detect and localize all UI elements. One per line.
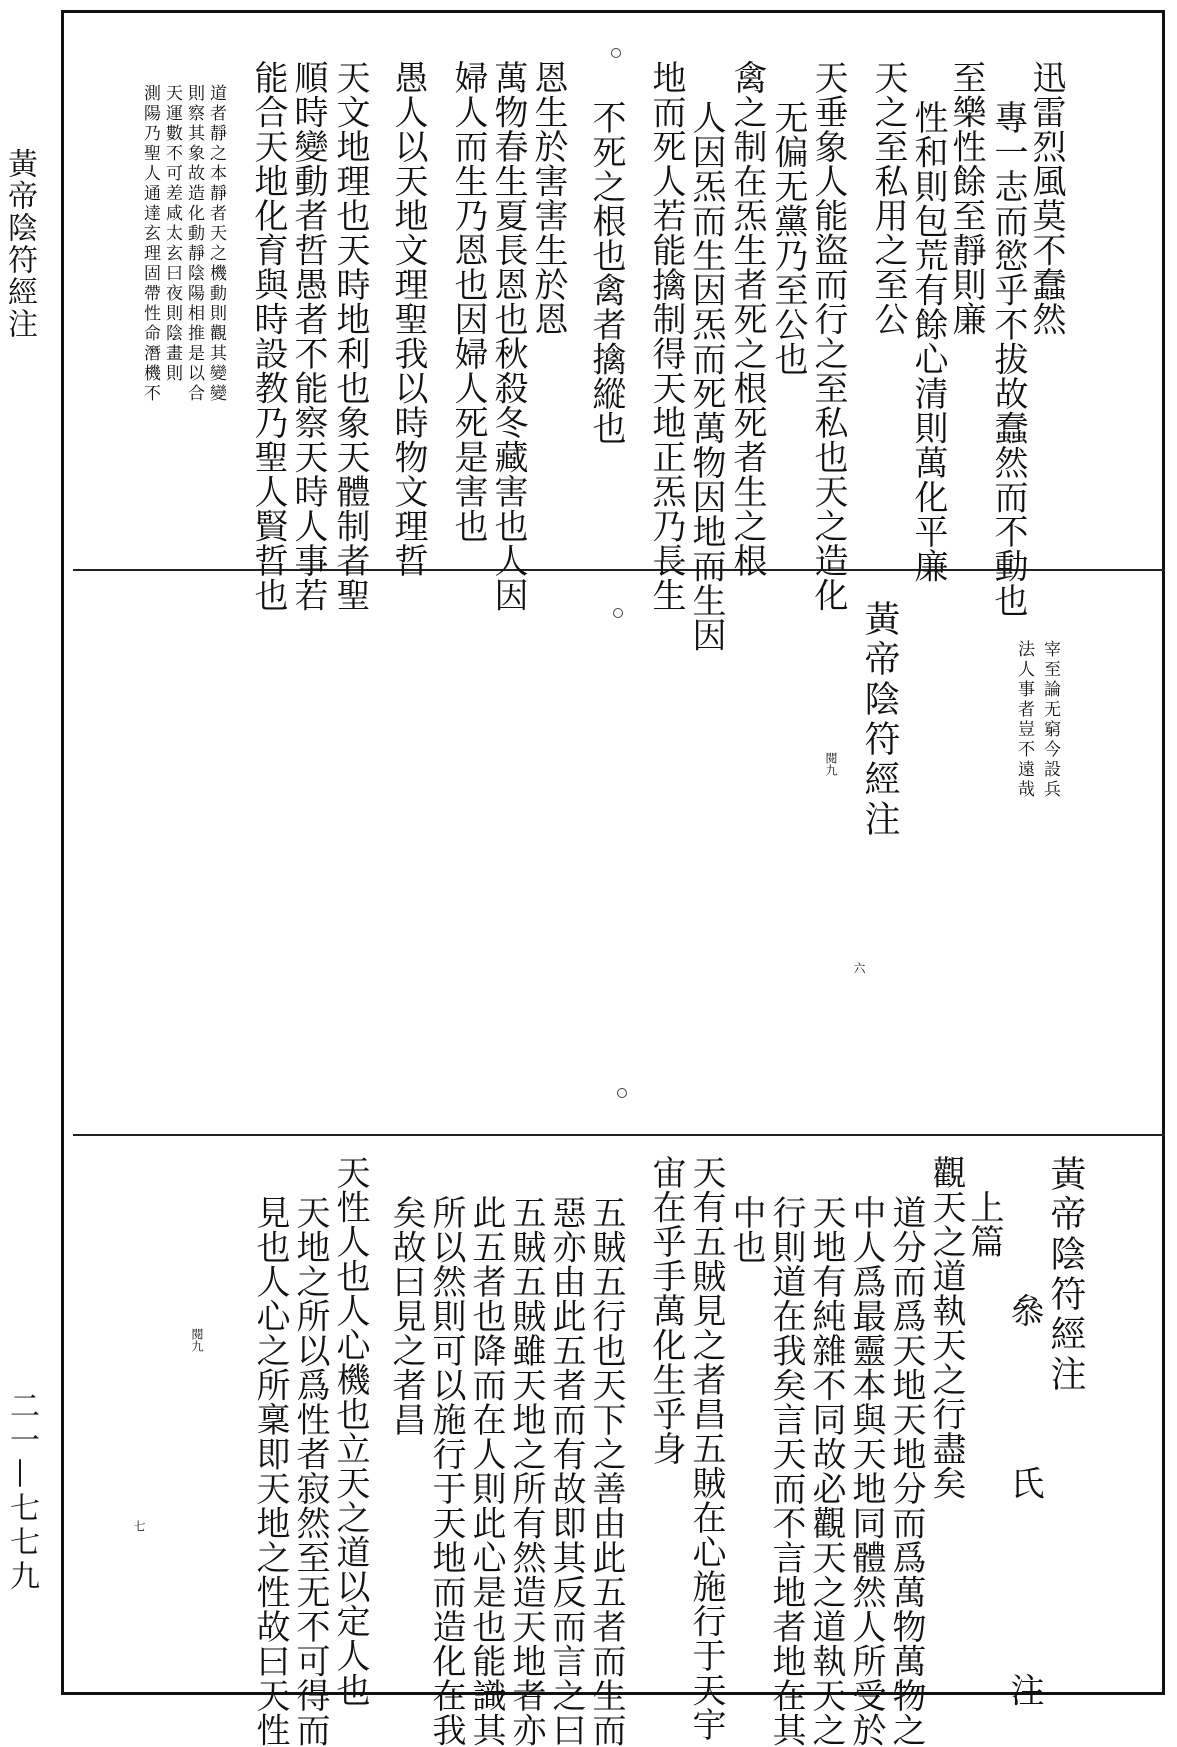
text-column: 矣故曰見之者昌	[386, 1195, 426, 1437]
binding-hole	[613, 608, 623, 618]
text-column: 至樂性餘至靜則廉	[946, 60, 986, 336]
text-column: 專一志而慾乎不拔故蠢然而不動也	[988, 100, 1028, 618]
binding-hole	[611, 48, 621, 58]
collation-mark: 閱九	[190, 1328, 204, 1352]
leaf-number: 七	[132, 1520, 146, 1532]
collation-mark: 閱九	[824, 752, 838, 776]
text-column: 順時變動者哲愚者不能察天時人事若	[288, 60, 328, 612]
section-divider-bottom	[73, 1134, 1165, 1136]
text-column: 所以然則可以施行于天地而造化在我	[426, 1195, 466, 1747]
text-column: 見也人心之所稟即天地之性故曰天性	[250, 1195, 290, 1747]
commentary-column: 測陽乃聖人通達玄理固帶性命潛機不	[140, 84, 160, 404]
text-column: 性和則包荒有餘心清則萬化平廉	[908, 100, 948, 583]
commentary-column: 天運數不可差咸太玄曰夜則陰畫則	[162, 84, 182, 384]
text-column: 迅雷烈風莫不蠢然	[1026, 60, 1066, 336]
text-column: 人因炁而生因炁而死萬物因地而生因	[686, 100, 726, 652]
text-column: 天文地理也天時地利也象天體制者聖	[330, 60, 370, 612]
text-column: 中也	[726, 1195, 766, 1264]
book-title-heading: 黃帝陰符經注	[1045, 1155, 1086, 1395]
text-column: 天之至私用之至公	[868, 60, 908, 336]
chapter-heading: 上篇	[964, 1155, 1004, 1259]
text-column: 恩生於害害生於恩	[528, 60, 568, 336]
text-column: 惡亦由此五者而有故即其反而言之曰	[546, 1195, 586, 1747]
commentary-column: 道者靜之本靜者天之機動則觀其變變	[206, 84, 226, 404]
commentary-column: 宰至論无窮今設兵	[1040, 640, 1060, 800]
text-column: 觀天之道執天之行盡矣	[926, 1155, 966, 1500]
text-column: 天地有純雜不同故必觀天之道執天之	[806, 1195, 846, 1747]
text-column: 五賊五行也天下之善由此五者而生而	[586, 1195, 626, 1747]
text-column: 宙在乎手萬化生乎身	[646, 1155, 686, 1466]
author-line: 叅 氏 注	[1004, 1155, 1044, 1707]
binding-hole	[617, 1088, 627, 1098]
text-column: 萬物春生夏長恩也秋殺冬藏害也人因	[488, 60, 528, 612]
margin-page-number: 二一—七七九	[4, 1390, 39, 1594]
text-column: 能合天地化育與時設教乃聖人賢哲也	[248, 60, 288, 612]
text-column: 婦人而生乃恩也因婦人死是害也	[448, 60, 488, 543]
text-column: 此五者也降而在人則此心是也能識其	[466, 1195, 506, 1747]
text-column: 愚人以天地文理聖我以時物文理哲	[388, 60, 428, 578]
text-column: 天有五賊見之者昌五賊在心施行于天宇	[686, 1155, 726, 1742]
text-column: 天性人也人心機也立天之道以定人也	[330, 1155, 370, 1707]
text-column: 五賊五賊雖天地之所有然造天地者亦	[506, 1195, 546, 1747]
text-column: 天垂象人能盜而行之至私也天之造化	[808, 60, 848, 612]
leaf-number: 六	[852, 962, 866, 974]
text-column: 不死之根也禽者擒縱也	[586, 100, 626, 445]
text-column: 天地之所以爲性者寂然至无不可得而	[290, 1195, 330, 1747]
chapter-title: 黃帝陰符經注	[859, 600, 900, 840]
margin-book-title: 黃帝陰符經注	[2, 148, 37, 340]
text-column: 行則道在我矣言天而不言地者地在其	[766, 1195, 806, 1747]
text-column: 道分而爲天地天地分而爲萬物萬物之	[886, 1195, 926, 1747]
commentary-column: 法人事者豈不遠哉	[1014, 640, 1034, 800]
commentary-column: 則察其象故造化動靜陰陽相推是以合	[184, 84, 204, 404]
text-column: 禽之制在炁生者死之根死者生之根	[727, 60, 767, 578]
text-column: 地而死人若能擒制得天地正炁乃長生	[646, 60, 686, 612]
text-column: 无偏无黨乃至公也	[768, 100, 808, 376]
text-column: 中人爲最靈本與天地同體然人所受於	[846, 1195, 886, 1747]
